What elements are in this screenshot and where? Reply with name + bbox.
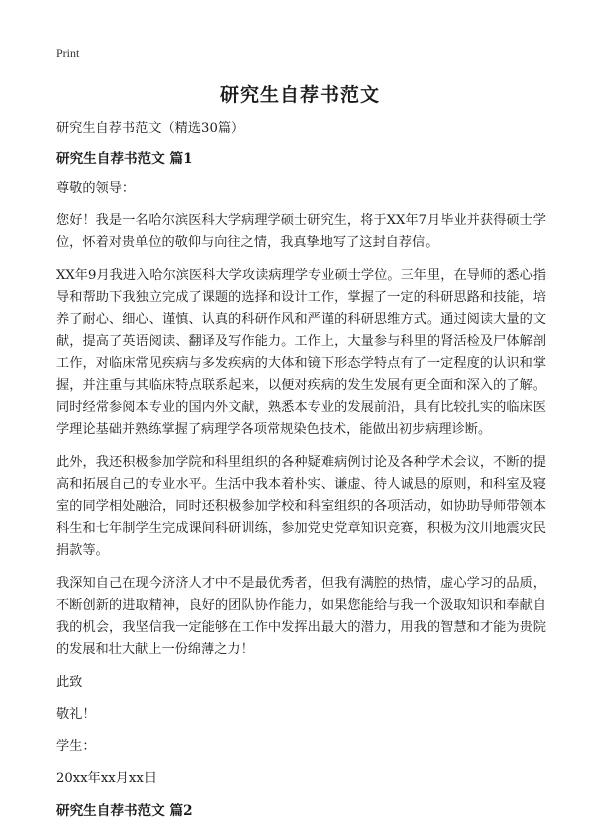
document-subtitle: 研究生自荐书范文（精选30篇） — [56, 121, 245, 136]
closing-line-1: 此致 — [56, 675, 83, 690]
closing-line-2: 敬礼！ — [56, 707, 96, 722]
print-link[interactable]: Print — [56, 46, 80, 60]
document-body — [56, 118, 546, 830]
paragraph-3: 此外，我还积极参加学院和科里组织的各种疑难病例讨论及各种学术会议，不断的提高和拓展自己的专业水平。生活中我本着朴实、谦虚、待人诚恳的原则，和科室及寝室的同学相处融洽，同时还积极参加学校和科室组织的各项活动，如协助导师带领本科生和七年制学生完成课间科研训练，参加党史党章知识竞赛，积极为汶川地震灾民捐款等。 — [56, 455, 546, 558]
salutation: 尊敬的领导： — [56, 181, 136, 196]
document-title: 研究生自荐书范文 — [219, 84, 380, 106]
signature-line: 学生： — [56, 739, 96, 754]
paragraph-2: XX年9月我进入哈尔滨医科大学攻读病理学专业硕士学位。三年里，在导师的悉心指导和帮助下我独立完成了课题的选择和设计工作，掌握了一定的科研思路和技能，培养了耐心、细心、谨慎、认真的科研作风和严谨的科研思维方式。通过阅读大量的文献，提高了英语阅读、翻译及写作能力。工作上，大量参与科里的肾活检及尸体解剖工作，对临床常见疾病与多发疾病的大体和镜下形态学特点有了一定程度的认识和掌握，并注重与其临床特点联系起来，以便对疾病的发生发展有更全面和深入的了解。同时经常参阅本专业的国内外文献，熟悉本专业的发展前沿，具有比较扎实的临床医学理论基础并熟练掌握了病理学各项常规染色技术，能做出初步病理诊断。 — [56, 268, 546, 437]
date-line: 20xx年xx月xx日 — [56, 771, 157, 786]
section-heading-1: 研究生自荐书范文 篇1 — [56, 151, 193, 167]
paragraph-1: 您好！我是一名哈尔滨医科大学病理学硕士研究生，将于XX年7月毕业并获得硕士学位，怀着对贵单位的敬仰与向往之情，我真挚地写了这封自荐信。 — [56, 213, 546, 250]
section-heading-2: 研究生自荐书范文 篇2 — [56, 803, 193, 819]
paragraph-4: 我深知自己在现今济济人才中不是最优秀者，但我有满腔的热情，虚心学习的品质，不断创新的进取精神，良好的团队协作能力，如果您能给与我一个汲取知识和奉献自我的机会，我坚信我一定能够在工作中发挥出最大的潜力，用我的智慧和才能为贵院的发展和壮大献上一份绵薄之力！ — [56, 576, 546, 657]
